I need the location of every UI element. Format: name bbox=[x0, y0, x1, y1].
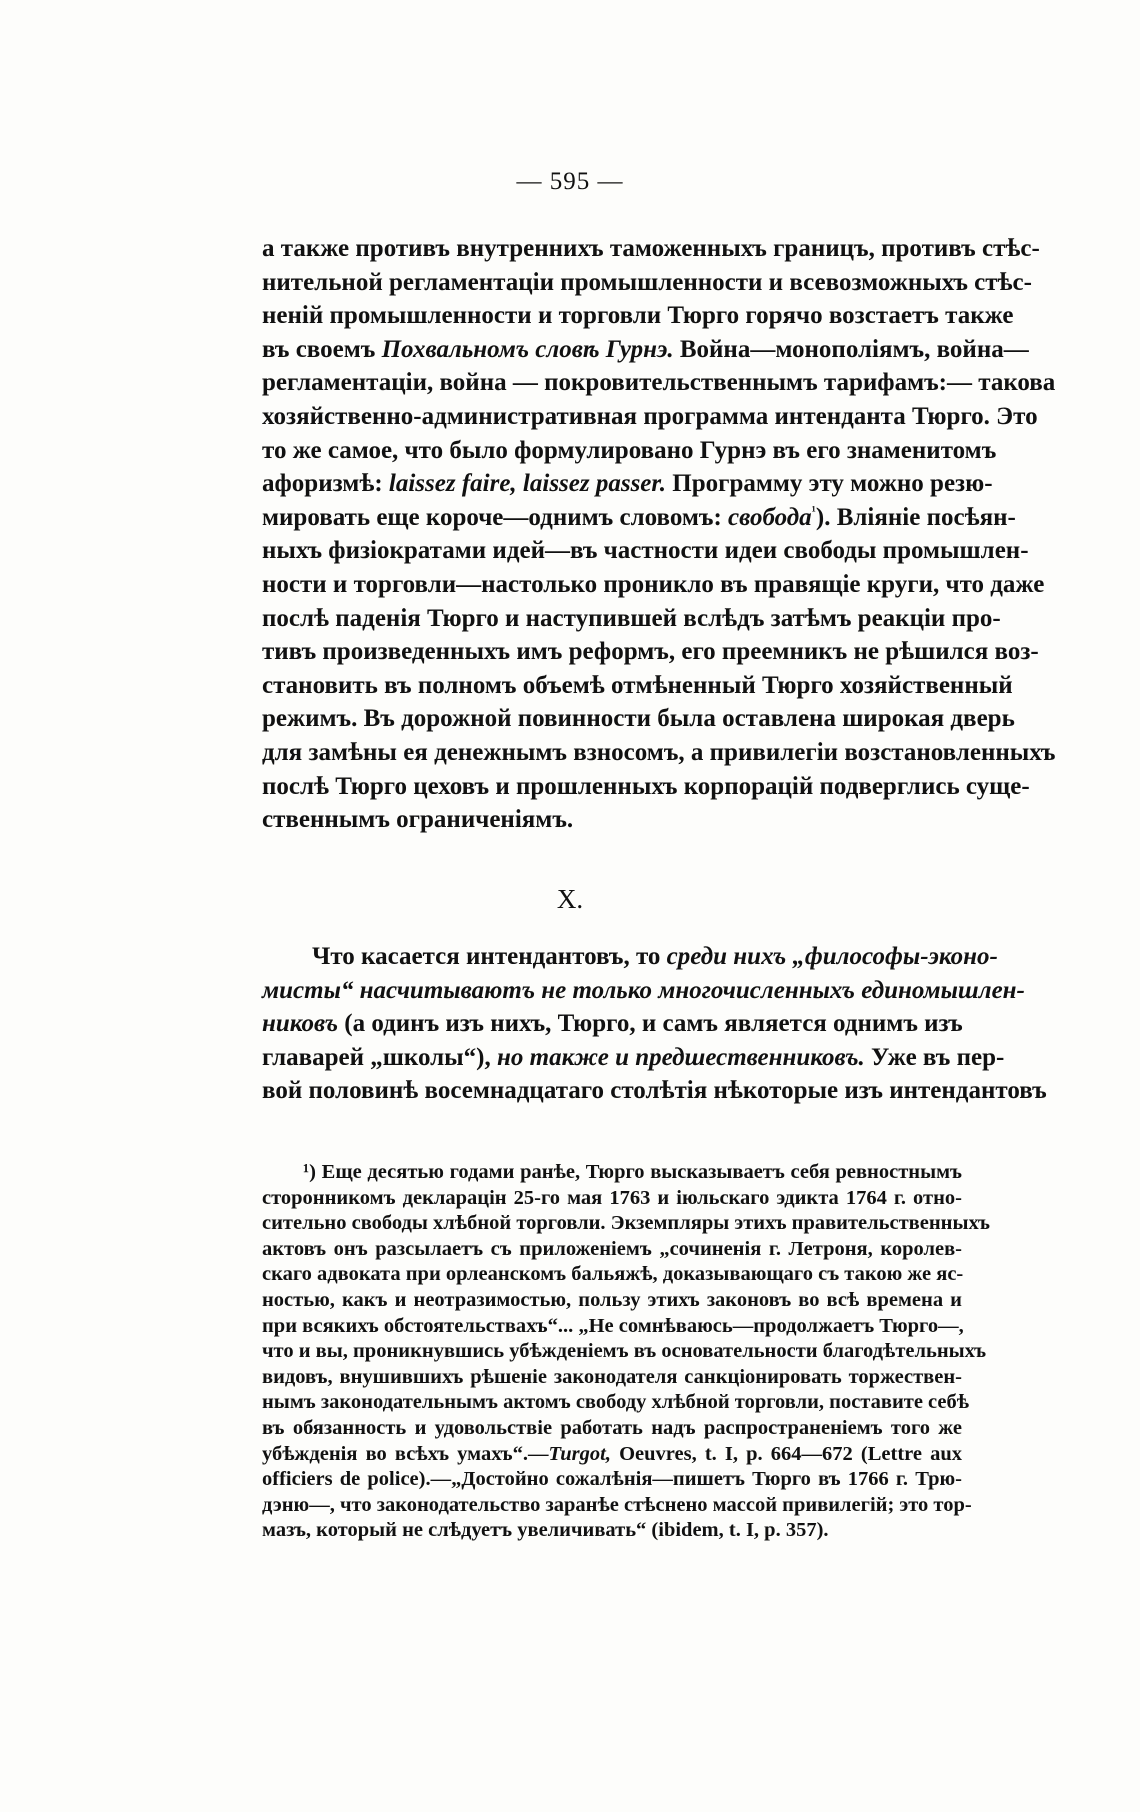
text-segment: дэню—, что законодательство заранѣе стѣснено массой привилегій; это тор- bbox=[262, 1493, 972, 1516]
text-segment: скаго адвоката при орлеанскомъ бальяжѣ, доказывающаго съ такою же яс- bbox=[262, 1263, 964, 1286]
text-line bbox=[262, 1262, 962, 1288]
text-segment: Что касается интендантовъ, то bbox=[262, 943, 667, 970]
text-line bbox=[262, 434, 997, 468]
text-line bbox=[262, 266, 1032, 300]
text-line bbox=[262, 1041, 1005, 1075]
text-segment: мазъ, который не слѣдуетъ увеличивать“ (ibidem, t. I, p. 357). bbox=[262, 1519, 829, 1542]
text-segment: въ своемъ bbox=[262, 335, 382, 363]
text-segment: ственнымъ ограниченіямъ. bbox=[262, 806, 574, 834]
text-segment: Похвальномъ словѣ Гурнэ. bbox=[381, 335, 674, 363]
text-segment: въ обязанность и удовольствіе работать надъ распространеніемъ того же bbox=[262, 1416, 962, 1439]
text-segment: послѣ Тюрго цеховъ и прошленныхъ корпорацій подверглись суще- bbox=[262, 772, 1030, 800]
text-line bbox=[262, 568, 1045, 602]
text-line bbox=[262, 702, 1015, 736]
text-line bbox=[262, 770, 1030, 804]
text-segment: становить въ полномъ объемѣ отмѣненный Тюрго хозяйственный bbox=[262, 671, 1013, 699]
text-line bbox=[262, 635, 1039, 669]
text-segment: вой половинѣ восемнадцатаго столѣтія нѣкоторые изъ интендантовъ bbox=[262, 1077, 1047, 1105]
text-segment: а также противъ внутреннихъ таможенныхъ границъ, противъ стѣс- bbox=[262, 235, 1040, 262]
text-segment: сительно свободы хлѣбной торговли. Экземпляры этихъ правительственныхъ bbox=[262, 1212, 990, 1235]
text-segment: хозяйственно-административная программа интенданта Тюрго. Это bbox=[262, 402, 1038, 430]
text-line bbox=[262, 1467, 962, 1493]
text-segment: (а одинъ изъ нихъ, Тюрго, и самъ является однимъ изъ bbox=[338, 1010, 963, 1038]
text-segment: ностью, какъ и неотразимостью, пользу этихъ законовъ во всѣ времена и bbox=[262, 1288, 962, 1311]
text-line bbox=[262, 1074, 1047, 1108]
text-segment: тивъ произведенныхъ имъ реформъ, его преемникъ не рѣшился воз- bbox=[262, 638, 1039, 666]
paragraph-section-x bbox=[262, 940, 1047, 1108]
text-line bbox=[262, 1160, 962, 1186]
text-segment: регламентаціи, война — покровительственнымъ тарифамъ:— такова bbox=[262, 369, 1056, 397]
text-line bbox=[262, 736, 1056, 770]
text-line bbox=[262, 400, 1038, 434]
text-line bbox=[262, 1007, 962, 1041]
text-line bbox=[262, 1237, 962, 1263]
text-segment: актовъ онъ разсылаетъ съ приложеніемъ „сочиненія г. Летроня, королев- bbox=[262, 1237, 962, 1260]
text-line bbox=[262, 602, 1001, 636]
text-segment: нымъ законодательнымъ актомъ свободу хлѣбной торговли, поставите себѣ bbox=[262, 1391, 970, 1414]
text-segment: неній промышленности и торговли Тюрго горячо возстаетъ также bbox=[262, 302, 1014, 330]
text-line bbox=[262, 1493, 972, 1519]
footnote-marker: ¹ bbox=[811, 504, 816, 520]
text-segment: ныхъ физіократами идей—въ частности идеи свободы промышлен- bbox=[262, 537, 1029, 565]
text-line bbox=[262, 1442, 962, 1468]
text-segment: никовъ bbox=[262, 1010, 339, 1038]
text-segment: свобода bbox=[728, 503, 812, 531]
text-line bbox=[262, 940, 998, 974]
text-segment: среди нихъ „философы-эконо- bbox=[666, 943, 998, 970]
text-line bbox=[262, 333, 1029, 367]
text-segment: видовъ, внушившихъ рѣшеніе законодателя санкціонировать торжествен- bbox=[262, 1365, 962, 1388]
text-segment: режимъ. Въ дорожной повинности была оставлена широкая дверь bbox=[262, 705, 1015, 733]
text-segment: Программу эту можно резю- bbox=[666, 470, 993, 498]
text-segment: Уже въ пер- bbox=[864, 1043, 1005, 1071]
text-line bbox=[262, 669, 1013, 703]
text-segment: мисты“ насчитываютъ не только многочисленныхъ единомышлен- bbox=[262, 976, 1025, 1004]
text-segment: ¹) Еще десятью годами ранѣе, Тюрго высказываетъ себя ревностнымъ bbox=[262, 1161, 962, 1183]
text-line bbox=[262, 1211, 990, 1237]
text-segment: главарей „школы“), bbox=[262, 1043, 497, 1071]
text-segment: при всякихъ обстоятельствахъ“... „Не сомнѣваюсь—продолжаетъ Тюрго—, bbox=[262, 1314, 964, 1337]
text-segment: Oeuvres, t. I, p. 664—672 (Lettre aux bbox=[610, 1442, 962, 1465]
text-line bbox=[262, 467, 993, 501]
text-line bbox=[262, 974, 1025, 1008]
text-line bbox=[262, 299, 1014, 333]
text-line bbox=[262, 1314, 962, 1340]
text-segment: Turgot, bbox=[548, 1442, 611, 1465]
text-line bbox=[262, 1390, 970, 1416]
text-line bbox=[262, 1518, 962, 1544]
text-line bbox=[262, 1288, 962, 1314]
text-line bbox=[262, 366, 1056, 400]
text-segment: афоризмѣ: bbox=[262, 470, 389, 498]
text-segment: мировать еще короче—однимъ словомъ: bbox=[262, 503, 729, 531]
page-number: — 595 — bbox=[516, 168, 624, 195]
text-segment: то же самое, что было формулировано Гурнэ въ его знаменитомъ bbox=[262, 436, 997, 464]
text-segment: для замѣны ея денежнымъ взносомъ, а привилегіи возстановленныхъ bbox=[262, 738, 1056, 766]
text-segment: послѣ паденія Тюрго и наступившей вслѣдъ затѣмъ реакціи про- bbox=[262, 604, 1001, 632]
section-heading: X. bbox=[556, 884, 584, 914]
text-line bbox=[262, 803, 962, 837]
text-segment: officiers de police).—„Достойно сожалѣнія—пишетъ Тюрго въ 1766 г. Трю- bbox=[262, 1468, 962, 1491]
text-segment: сторонникомъ декларацін 25-го мая 1763 и іюльскаго эдикта 1764 г. отно- bbox=[262, 1186, 962, 1209]
text-segment: но также и предшественниковъ. bbox=[497, 1043, 865, 1071]
text-line bbox=[262, 1339, 987, 1365]
text-line bbox=[262, 232, 1040, 266]
text-line bbox=[262, 1416, 962, 1442]
text-segment: что и вы, проникнувшись убѣжденіемъ въ основательности благодѣтельныхъ bbox=[262, 1340, 987, 1363]
text-segment: ности и торговли—настолько проникло въ правящіе круги, что даже bbox=[262, 570, 1045, 598]
text-line bbox=[262, 1365, 962, 1391]
text-line bbox=[262, 1186, 962, 1212]
text-segment: убѣжденія во всѣхъ умахъ“.— bbox=[262, 1442, 549, 1465]
text-segment: ). Вліяніе посѣян- bbox=[815, 503, 1016, 531]
text-line bbox=[262, 534, 1029, 568]
text-line bbox=[262, 501, 1016, 535]
text-segment: Война—монополіямъ, война— bbox=[673, 335, 1029, 363]
footnote bbox=[262, 1160, 990, 1544]
text-segment: laissez faire, laissez passer. bbox=[388, 470, 667, 498]
paragraph-main bbox=[262, 232, 1056, 837]
text-segment: нительной регламентаціи промышленности и всевозможныхъ стѣс- bbox=[262, 268, 1032, 296]
